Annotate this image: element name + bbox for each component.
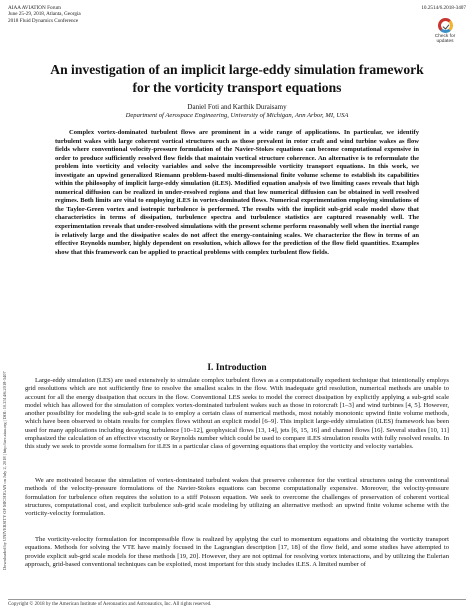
conference-line: 2018 Fluid Dynamics Conference: [8, 17, 79, 24]
body-paragraph: We are motivated because the simulation of vortex-dominated turbulent wakes that preserve coherence for the vortical structures using the conventional methods of the velocity-pressure formulations of the Navier-Stokes equations can become computationally expensive. Moreover, the velocity-pressure formulation for turbulence often requires the solution to a stiff Poisson equation. We seek to overcome the challenges of preservation of coherent vortical structures, computational cost, and explicit turbulence sub-grid scale modeling by utilizing an alternative method: an upwind finite volume scheme with the vorticity-velocity formulation.: [25, 477, 449, 518]
paper-affiliation: Department of Aerospace Engineering, University of Michigan, Ann Arbor, MI, USA: [125, 112, 349, 119]
badge-line-1: Check for: [434, 34, 456, 39]
dates-line: June 25-29, 2018, Atlanta, Georgia: [8, 11, 81, 18]
download-sidebar: [0, 180, 10, 580]
check-updates-icon: [438, 18, 453, 33]
check-for-updates-badge[interactable]: [428, 18, 462, 48]
download-note: Downloaded by UNIVERSITY OF MICHIGAN on July 2, 2018 | http://arc.aiaa.org | DOI: 10.2514/6.2018-3407: [2, 371, 7, 570]
badge-line-2: updates: [436, 39, 454, 45]
doi-label[interactable]: 10.2514/6.2018-3407: [421, 5, 466, 11]
conference-header: [8, 5, 81, 24]
venue-line: AIAA AVIATION Forum: [8, 5, 61, 11]
section-heading: I. Introduction: [207, 363, 267, 373]
body-paragraph: The vorticity-velocity formulation for incompressible flow is realized by applying the curl to momentum equations and obtaining the vorticity transport equations. Methods for solving the VTE have mainly focused in the Lagrangian description [17, 18] of the flow field, and some studies have attempted to provide explicit sub-grid scale models for these methods [19, 20]. However, they are not optimal for resolving vortex interactions, and by utilizing the Eulerian approach, grid-based conventional techniques can be exploited, most important for this study includes iLES. A limited number of: [25, 536, 449, 568]
abstract: Complex vortex-dominated turbulent flows are prominent in a wide range of applications. In particular, we identify turbulent wakes with large coherent vortical structures such as those prevalent in rotor craft and wind turbine wakes as flow fields where conventional velocity-pressure formulation of the Navier-Stokes equations can become computational expensive in order to produce sufficiently resolved flow fields that maintain vortical structure coherence. An alternative is to reformulate the problem into vorticity and velocity variables and solve the incompressible vorticity transport equations. In this work, we investigate an upwind generalized Riemann problem-based multi-dimensional finite volume scheme to establish its capabilities within the philosophy of implicit large-eddy simulation (iLES). Modified equation analysis of two limiting cases reveals that high numerical diffusion can be realized in under-resolved regions and that low numerical diffusion can be obtained in well resolved regimes. Both limits are vital to employing iLES in vortex-dominated flows. Numerical experimentation employing simulations of the Taylor-Green vortex and isotropic turbulence is performed. The results with the implicit sub-grid scale model show that characteristics in terms of dissipation, turbulence spectra and turbulence statistics are captured reasonably well. The experimentation reveals that under-resolved simulations with the present scheme perform reasonably well when the inertial range is relatively large and the dissipative scales do not affect the energy-containing scales. We characterize the flow in terms of an effective Reynolds number, highly dependent on resolution, which allows for the prediction of the flow field quantities. Examples show that this framework can be applied to practical problems with complex turbulent flow fields.: [55, 129, 419, 256]
paper-authors: Daniel Foti and Karthik Duraisamy: [187, 103, 287, 111]
footer-divider: [8, 599, 466, 600]
copyright-footer: Copyright © 2018 by the American Institute of Aeronautics and Astronautics, Inc. All rights reserved.: [8, 602, 212, 607]
body-paragraph: Large-eddy simulation (LES) are used extensively to simulate complex turbulent flows as a computationally expedient technique that intentionally employs grid resolutions which are not sufficiently fine to resolve the smallest scales in the flow. With inadequate grid resolution, numerical methods are unable to account for all the energy dissipation that occurs in the flow. Conventional LES seeks to model the correct dissipation by explicitly applying a sub-grid scale model which has allowed for the simulation of complex vortex-dominated turbulent wakes such as those in rotorcraft [1–3] and wind turbines [4, 5]. However, another possibility for modeling the sub-grid scale is to employ a certain class of numerical methods, most notably monotonic upwind finite volume methods, which have been observed to obtain results for complex flows without an explicit model [6–9]. This implicit large-eddy simulation (iLES) framework has been used for many applications including decaying turbulence [10–12], geophysical flows [13, 14], jets [6, 15, 16] and channel flows [16]. Several studies [10, 11] emphasized the calculation of an effective viscosity or Reynolds number which could be used to compare iLES simulation results with fully resolved results. In this study we seek to provide some formalism for iLES in a particular class of governing equations that employ the vorticity and velocity variables.: [25, 377, 449, 451]
paper-title: An investigation of an implicit large-eddy simulation framework for the vorticity transport equations: [50, 62, 424, 95]
